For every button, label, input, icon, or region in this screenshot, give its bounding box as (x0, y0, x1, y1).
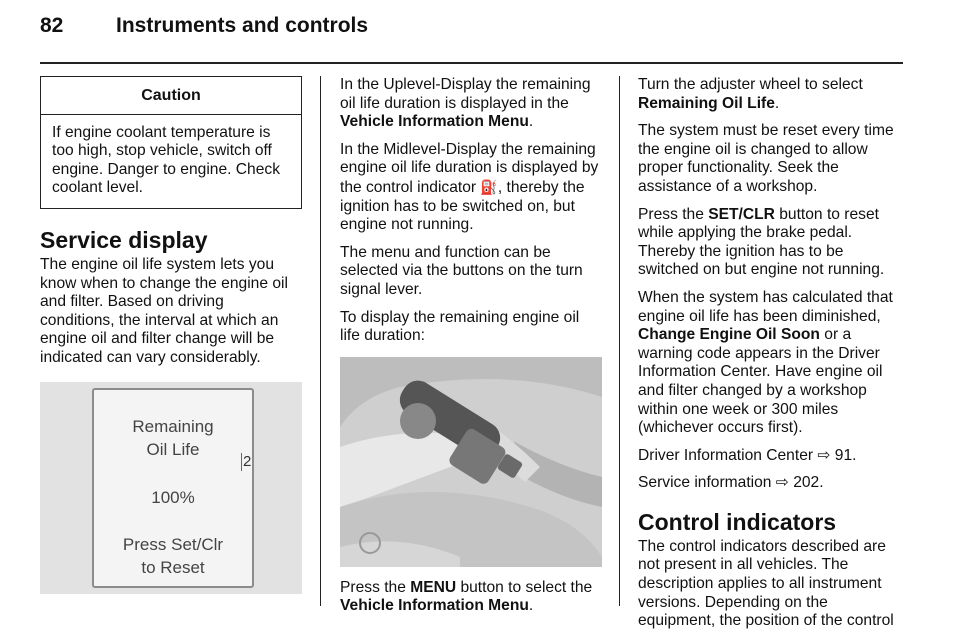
paragraph-uplevel: In the Uplevel-Display the remaining oil life duration is displayed in the Vehicle Information Menu. (340, 76, 591, 131)
column-divider (320, 76, 321, 606)
header-rule (40, 62, 903, 64)
caution-text: If engine coolant temperature is too high, stop vehicle, switch off engine. Danger to engine. Check coolant level. (52, 123, 280, 197)
display-line-oil-life: Oil Life (146, 439, 200, 459)
paragraph-press-menu: Press the MENU button to select the Vehicle Information Menu. (340, 578, 593, 615)
display-oil-life-value: 100% (151, 487, 195, 507)
display-side-number: 2 (243, 452, 252, 470)
caution-box (40, 76, 302, 209)
oil-can-icon: ⛽ (480, 178, 498, 195)
display-line-remaining: Remaining (132, 416, 214, 436)
reference-driver-information-center: Driver Information Center ⇨ 91. (638, 446, 857, 464)
paragraph-display-duration: To display the remaining engine oil life duration: (340, 308, 580, 345)
page-number: 82 (40, 14, 64, 37)
paragraph-control-indicators: The control indicators described are not present in all vehicles. The description applies to all instrument versions. Depending on the equipment, the position of the control (638, 537, 894, 630)
oil-life-display-screen (92, 388, 254, 588)
page-header (40, 14, 368, 38)
paragraph-reset-requirement: The system must be reset every time the engine oil is changed to allow proper functionality. Seek the assistance of a workshop. (638, 122, 894, 195)
column-3 (638, 76, 903, 640)
display-line-reset: to Reset (141, 557, 205, 577)
paragraph-adjuster-wheel: Turn the adjuster wheel to select Remaining Oil Life. (638, 76, 863, 112)
paragraph-set-clr: Press the SET/CLR button to reset while applying the brake pedal. Thereby the ignition has to be switched on but engine not running. (638, 205, 885, 279)
oil-life-display-image (40, 382, 302, 594)
column-2 (340, 76, 603, 625)
service-display-paragraph: The engine oil life system lets you know when to change the engine oil and filter. Based on driving conditions, the interval at which an engine oil and filter change will be indicated can vary considerably. (40, 255, 288, 366)
column-divider (619, 76, 620, 606)
page-title: Instruments and controls (116, 14, 369, 37)
paragraph-oil-diminished: When the system has calculated that engine oil life has been diminished, Change Engine Oil Soon or a warning code appears in the Driver Information Center. Have engine oil and filter changed by a workshop within one week or 300 miles (whichever occurs first). (638, 288, 893, 437)
paragraph-menu: The menu and function can be selected via the buttons on the turn signal lever. (340, 243, 583, 298)
caution-title: Caution (41, 77, 301, 115)
service-display-heading: Service display (40, 226, 208, 253)
turn-signal-lever-photo (340, 357, 602, 567)
reference-service-information: Service information ⇨ 202. (638, 474, 824, 492)
paragraph-midlevel: In the Midlevel-Display the remaining engine oil life duration is displayed by the control indicator ⛽, thereby the ignition has to be switched on, but engine not running. (340, 140, 599, 234)
control-indicators-heading: Control indicators (638, 508, 837, 535)
display-line-press: Press Set/Clr (122, 534, 224, 554)
column-1 (40, 76, 302, 594)
